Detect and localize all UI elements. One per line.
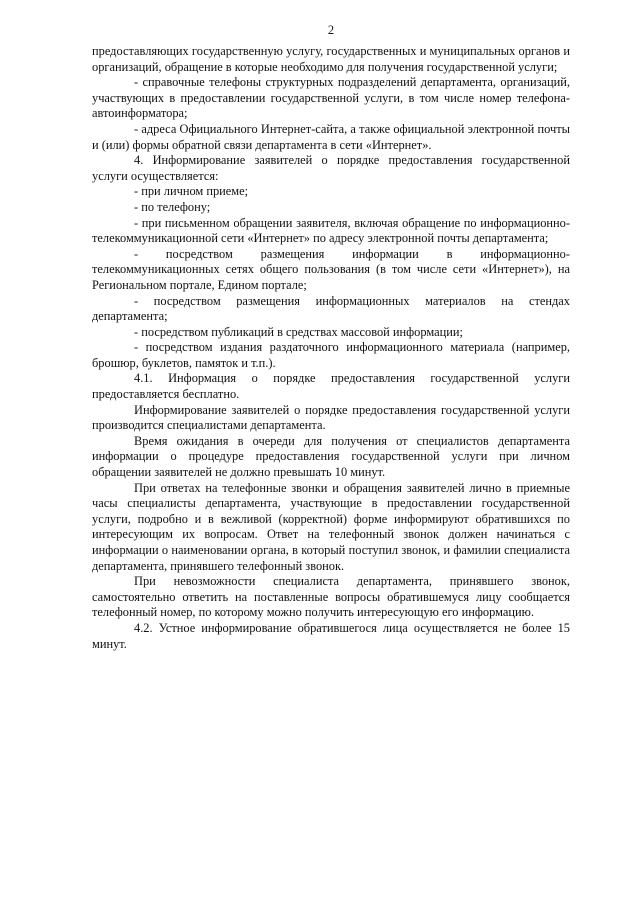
paragraph: - посредством публикаций в средствах массовой информации; (134, 324, 463, 339)
paragraph: - адреса Официального Интернет-сайта, а также официальной электронной почты и (или) формы обратной связи департамента в сети «Интернет». (92, 121, 570, 152)
paragraph: 4.1. Информация о порядке предоставления государственной услуги предоставляется бесплатно. (92, 371, 570, 402)
paragraph: - посредством размещения информации в информационно-телекоммуникационных сетях общего пользования (в том числе сети «Интернет»), на Региональном портале, Едином портале; (92, 246, 570, 292)
paragraph: При невозможности специалиста департамента, принявшего звонок, самостоятельно ответить на поставленные вопросы обратившемуся лицу сообщается телефонный номер, по которому можно получить интересующую его информацию. (92, 574, 570, 620)
paragraph: Время ожидания в очереди для получения от специалистов департамента информации о процедуре предоставления государственной услуги при личном обращении заявителей не должно превышать 10 минут. (92, 433, 570, 480)
paragraph: 4. Информирование заявителей о порядке предоставления государственной услуги осуществляется: (92, 153, 570, 183)
document-body (92, 44, 570, 652)
paragraph: предоставляющих государственную услугу, государственных и муниципальных органов и организаций, обращение в которые необходимо для получения государственной услуги; (92, 44, 570, 74)
document-page (92, 22, 570, 652)
paragraph: - при письменном обращении заявителя, включая обращение по информационно-телекоммуникационной сети «Интернет» по адресу электронной почты департамента; (92, 215, 570, 246)
page-number: 2 (327, 23, 335, 37)
paragraph: Информирование заявителей о порядке предоставления государственной услуги производится специалистами департамента. (92, 402, 570, 433)
paragraph: - справочные телефоны структурных подразделений департамента, организаций, участвующих в предоставлении государственной услуги, в том числе номер телефона-автоинформатора; (92, 75, 570, 121)
paragraph: - посредством издания раздаточного информационного материала (например, брошюр, буклетов, памяток и т.п.). (92, 340, 570, 370)
paragraph: При ответах на телефонные звонки и обращения заявителей лично в приемные часы специалисты департамента, участвующие в предоставлении государственной услуги, подробно и в вежливой (корректной) форме информируют обратившихся по интересующим их вопросам. Ответ на телефонный звонок должен начинаться с информации о наименовании органа, в который поступил звонок, и фамилии специалиста департамента, принявшего телефонный звонок. (92, 480, 570, 573)
paragraph: - посредством размещения информационных материалов на стендах департамента; (92, 293, 570, 324)
paragraph: 4.2. Устное информирование обратившегося лица осуществляется не более 15 минут. (92, 620, 570, 651)
paragraph: - по телефону; (134, 199, 211, 214)
paragraph: - при личном приеме; (134, 184, 249, 199)
